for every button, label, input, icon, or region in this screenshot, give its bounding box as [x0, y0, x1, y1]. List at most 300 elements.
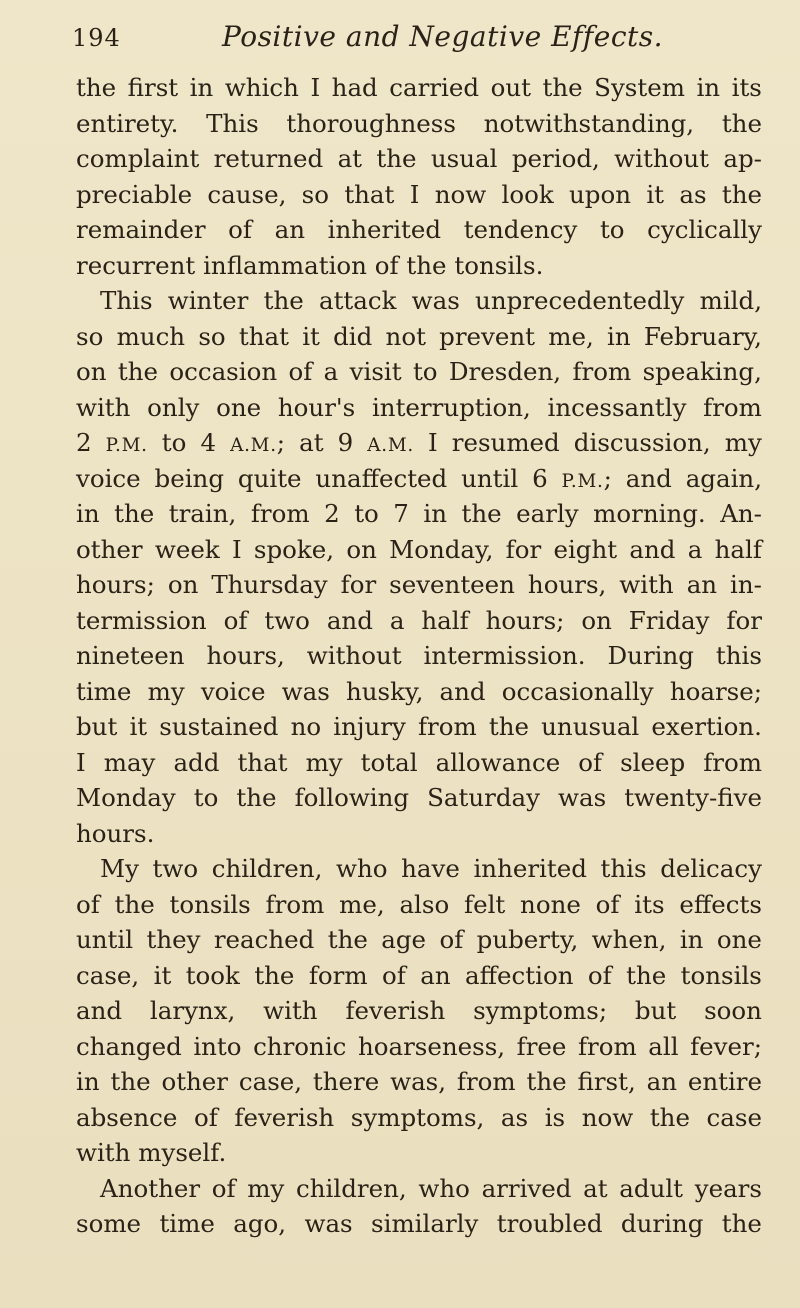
word: winter: [167, 286, 249, 315]
word: one: [216, 392, 262, 422]
word: of: [193, 1102, 218, 1132]
word: in: [76, 499, 100, 528]
word: the: [649, 1102, 690, 1132]
text-line: [76, 709, 762, 745]
word: of: [223, 605, 248, 635]
word: delicacy: [660, 854, 762, 883]
word: attack: [318, 286, 397, 315]
word: sleep: [620, 747, 686, 777]
word: did: [333, 321, 373, 351]
word: puberty,: [476, 925, 579, 954]
word: from: [250, 499, 310, 528]
word: the: [406, 250, 447, 280]
word: children,: [211, 854, 323, 883]
word: of: [288, 357, 313, 386]
word: the: [626, 960, 667, 990]
word: feverish: [234, 1102, 335, 1132]
word: now: [581, 1102, 634, 1132]
word: there: [312, 1067, 380, 1096]
word: my: [305, 747, 343, 777]
word: until: [461, 463, 519, 493]
word: usual: [430, 144, 498, 173]
word: the: [263, 286, 304, 315]
word: hours,: [206, 641, 285, 670]
word: eight: [553, 534, 618, 564]
word: voice: [200, 676, 266, 706]
word: 6: [532, 463, 548, 493]
word: nineteen: [76, 641, 185, 670]
word: total: [360, 747, 418, 777]
word: chronic: [253, 1031, 347, 1061]
word: exertion.: [651, 712, 762, 741]
word: that: [237, 747, 288, 777]
word: entire: [687, 1067, 762, 1096]
word: 4: [200, 428, 217, 457]
word: an: [274, 215, 305, 244]
word: I: [409, 179, 420, 209]
word: I: [428, 428, 438, 457]
word: one: [716, 925, 762, 954]
word: in: [189, 73, 214, 102]
text-line: [76, 177, 762, 213]
word: the: [254, 960, 295, 990]
word: tonsils: [680, 960, 762, 990]
word: the: [721, 1209, 762, 1238]
word: it: [646, 179, 665, 209]
word: until: [76, 925, 134, 954]
word: 2: [324, 499, 340, 528]
word: age: [381, 925, 427, 954]
word: tonsils: [169, 889, 251, 919]
word: mild,: [699, 286, 762, 315]
word: of: [228, 215, 252, 244]
text-line: [76, 319, 762, 355]
word: was: [411, 286, 460, 315]
word: early: [516, 499, 579, 528]
word: in: [679, 925, 704, 954]
word: but: [634, 996, 677, 1025]
text-line: [76, 141, 762, 177]
word: hour's: [277, 392, 356, 422]
word: so: [198, 321, 226, 351]
word: with: [263, 996, 318, 1025]
word: intermission.: [423, 641, 586, 670]
text-line: [76, 674, 762, 710]
word: and: [629, 534, 676, 564]
word: This: [206, 108, 259, 138]
text-line: [76, 1135, 762, 1171]
text-line: [76, 1100, 762, 1136]
word: Another: [100, 1173, 201, 1203]
word: This: [100, 286, 153, 315]
word: they: [146, 925, 201, 954]
word: the: [526, 1067, 567, 1096]
word: so: [76, 321, 104, 351]
text-line: [76, 425, 762, 461]
word: who: [335, 854, 388, 883]
word: its: [634, 889, 665, 919]
text-line: [76, 816, 762, 852]
text-line: [76, 1064, 762, 1100]
word: hours.: [76, 818, 155, 848]
word: prevent: [439, 321, 536, 351]
word: 9: [337, 428, 354, 457]
word: carried: [389, 73, 480, 102]
word: the: [721, 108, 762, 138]
word: in: [696, 73, 721, 102]
word: that: [344, 179, 395, 209]
word: case: [706, 1102, 762, 1132]
word: this: [600, 854, 647, 883]
word: resumed: [451, 428, 560, 457]
text-line: [76, 496, 762, 532]
word: from: [577, 1031, 637, 1061]
text-line: [76, 106, 762, 142]
word: on: [581, 605, 612, 635]
word: hours;: [485, 605, 565, 635]
word: remainder: [76, 215, 206, 244]
word: from: [572, 357, 632, 386]
word: from: [703, 747, 762, 777]
word: tonsils.: [454, 250, 544, 280]
text-line: [76, 461, 762, 497]
word: without: [306, 641, 402, 670]
word: hours,: [527, 570, 607, 599]
word: discussion,: [573, 428, 711, 457]
word: of: [382, 960, 406, 990]
word: again,: [685, 463, 762, 493]
word: unaffected: [315, 463, 448, 493]
word: the: [117, 357, 159, 386]
word: an: [686, 570, 718, 599]
text-line: [76, 958, 762, 994]
word: much: [116, 321, 186, 351]
word: but: [76, 712, 118, 741]
word: other: [161, 1067, 229, 1096]
word: was,: [390, 1067, 447, 1096]
word: A.M.;: [230, 428, 286, 457]
word: and: [76, 996, 123, 1025]
word: the: [461, 499, 502, 528]
word: is: [544, 1102, 566, 1132]
word: of: [595, 889, 620, 919]
word: for: [505, 534, 542, 564]
word: symptoms;: [473, 996, 608, 1025]
text-line: [76, 603, 762, 639]
word: absence: [76, 1102, 178, 1132]
word: time: [159, 1209, 215, 1238]
word: speaking,: [642, 357, 762, 386]
word: husky,: [346, 676, 424, 706]
text-line: [76, 1206, 762, 1242]
text-line: [76, 887, 762, 923]
word: of: [374, 250, 399, 280]
word: which: [224, 73, 299, 102]
text-line: [76, 390, 762, 426]
word: adult: [619, 1173, 684, 1203]
word: of: [76, 889, 100, 919]
body-text: [76, 70, 762, 1242]
word: that: [238, 321, 289, 351]
word: train,: [168, 499, 237, 528]
text-line: [76, 1029, 762, 1065]
word: My: [100, 854, 139, 883]
word: Monday: [76, 783, 176, 812]
word: of: [439, 925, 464, 954]
word: at: [583, 1173, 608, 1203]
word: two: [152, 854, 199, 883]
word: to: [354, 499, 379, 528]
word: similarly: [371, 1209, 479, 1238]
word: ago,: [233, 1209, 287, 1238]
word: upon: [569, 179, 632, 209]
word: for: [340, 570, 377, 599]
word: in: [607, 321, 631, 351]
word: to: [599, 215, 625, 244]
word: not: [385, 321, 426, 351]
word: ap-: [723, 144, 762, 173]
word: spoke,: [253, 534, 335, 564]
word: affection: [465, 960, 574, 990]
word: the: [721, 179, 762, 209]
word: the: [376, 144, 417, 173]
word: so: [301, 179, 329, 209]
word: effects: [679, 889, 762, 919]
word: Dresden,: [448, 357, 562, 386]
word: During: [607, 641, 694, 670]
word: the: [327, 925, 368, 954]
word: of: [587, 960, 612, 990]
word: week: [154, 534, 220, 564]
word: for: [726, 605, 762, 635]
word: 7: [393, 499, 409, 528]
word: the: [114, 499, 155, 528]
word: an: [420, 960, 451, 990]
word: when,: [591, 925, 667, 954]
word: interruption,: [371, 392, 531, 422]
text-line: [76, 922, 762, 958]
word: had: [331, 73, 378, 102]
word: on: [76, 357, 107, 386]
word: notwithstanding,: [483, 108, 695, 138]
word: the: [76, 73, 117, 102]
word: time: [76, 676, 132, 706]
word: with: [619, 570, 674, 599]
word: reached: [213, 925, 315, 954]
word: who: [418, 1173, 470, 1203]
word: seventeen: [389, 570, 515, 599]
word: Saturday: [427, 783, 540, 812]
word: on: [346, 534, 377, 564]
word: myself.: [138, 1138, 227, 1167]
word: feverish: [345, 996, 446, 1025]
word: recurrent: [76, 250, 196, 280]
text-line: [76, 248, 762, 284]
word: out: [490, 73, 531, 102]
text-line: [76, 780, 762, 816]
word: to: [193, 783, 219, 812]
word: only: [147, 392, 200, 422]
word: me,: [548, 321, 594, 351]
word: cause,: [207, 179, 287, 209]
word: its: [731, 73, 762, 102]
word: it: [153, 960, 172, 990]
word: thoroughness: [286, 108, 456, 138]
word: incessantly: [547, 392, 687, 422]
word: two: [264, 605, 310, 635]
word: An-: [720, 499, 762, 528]
word: preciable: [76, 179, 193, 209]
word: the: [542, 73, 583, 102]
page-header: [72, 18, 732, 60]
word: no: [290, 712, 322, 741]
word: occasionally: [501, 676, 654, 706]
word: occasion: [169, 357, 278, 386]
word: and: [439, 676, 486, 706]
word: sustained: [159, 712, 279, 741]
word: quite: [237, 463, 302, 493]
word: on: [167, 570, 199, 599]
word: cyclically: [647, 215, 762, 244]
text-line: [76, 851, 762, 887]
word: free: [516, 1031, 567, 1061]
word: and: [625, 463, 672, 493]
word: may: [103, 747, 156, 777]
word: with: [76, 392, 131, 422]
word: fever;: [690, 1031, 762, 1061]
word: injury: [333, 712, 406, 741]
word: Friday: [628, 605, 710, 635]
word: arrived: [481, 1173, 572, 1203]
word: to: [161, 428, 187, 457]
word: soon: [704, 996, 762, 1025]
word: at: [337, 144, 363, 173]
word: half: [714, 534, 762, 564]
word: inherited: [473, 854, 587, 883]
word: voice: [76, 463, 141, 493]
word: the: [110, 1067, 151, 1096]
word: a: [687, 534, 703, 564]
word: my: [247, 1173, 285, 1203]
word: inherited: [327, 215, 442, 244]
word: in-: [730, 570, 762, 599]
word: also: [399, 889, 450, 919]
running-title: Positive and Negative Effects.: [222, 20, 664, 53]
word: symptoms,: [350, 1102, 485, 1132]
word: larynx,: [149, 996, 236, 1025]
word: Thursday: [211, 570, 328, 599]
word: 2: [76, 428, 92, 457]
word: in: [423, 499, 448, 528]
word: in: [76, 1067, 100, 1096]
word: of: [211, 1173, 236, 1203]
text-line: [76, 354, 762, 390]
word: into: [193, 1031, 242, 1061]
word: troubled: [496, 1209, 603, 1238]
word: it: [302, 321, 320, 351]
word: took: [185, 960, 240, 990]
word: none: [520, 889, 581, 919]
word: unusual: [541, 712, 640, 741]
word: complaint: [76, 144, 200, 173]
text-line: [76, 1171, 762, 1207]
word: twenty-five: [624, 783, 762, 812]
word: following: [294, 783, 410, 812]
word: hoarseness,: [357, 1031, 506, 1061]
word: morning.: [593, 499, 706, 528]
word: children,: [296, 1173, 407, 1203]
word: look: [501, 179, 554, 209]
word: was: [558, 783, 607, 812]
page-number: 194: [72, 24, 121, 52]
word: some: [76, 1209, 142, 1238]
word: form: [308, 960, 368, 990]
word: unprecedentedly: [475, 286, 685, 315]
word: this: [715, 641, 762, 670]
word: first: [127, 73, 179, 102]
text-line: [76, 70, 762, 106]
word: without: [614, 144, 709, 173]
word: P.M.;: [561, 463, 612, 493]
word: an: [646, 1067, 677, 1096]
word: other: [76, 534, 143, 564]
word: allowance: [435, 747, 561, 777]
word: all: [648, 1031, 679, 1061]
word: was: [281, 676, 330, 706]
word: I: [310, 73, 321, 102]
word: have: [401, 854, 460, 883]
word: half: [421, 605, 469, 635]
word: I: [76, 747, 86, 777]
word: a: [323, 357, 339, 386]
word: Monday,: [389, 534, 494, 564]
word: during: [620, 1209, 704, 1238]
word: first,: [577, 1067, 636, 1096]
text-line: [76, 212, 762, 248]
word: with: [76, 1138, 131, 1167]
word: System: [594, 73, 685, 102]
word: tendency: [463, 215, 578, 244]
word: as: [500, 1102, 529, 1132]
word: I: [231, 534, 242, 564]
word: the: [236, 783, 277, 812]
word: of: [578, 747, 603, 777]
word: at: [299, 428, 324, 457]
word: the: [114, 889, 155, 919]
word: case,: [76, 960, 140, 990]
word: February,: [643, 321, 762, 351]
word: my: [724, 428, 762, 457]
word: felt: [464, 889, 506, 919]
word: years: [694, 1173, 762, 1203]
text-line: [76, 993, 762, 1029]
word: my: [147, 676, 185, 706]
word: changed: [76, 1031, 182, 1061]
word: returned: [213, 144, 324, 173]
word: being: [154, 463, 225, 493]
text-line: [76, 567, 762, 603]
word: the: [488, 712, 529, 741]
word: hours;: [76, 570, 155, 599]
word: it: [129, 712, 148, 741]
word: period,: [511, 144, 600, 173]
word: from: [456, 1067, 516, 1096]
word: P.M.: [105, 435, 148, 456]
word: termission: [76, 605, 207, 635]
word: was: [304, 1209, 353, 1238]
text-line: [76, 283, 762, 319]
word: add: [173, 747, 220, 777]
